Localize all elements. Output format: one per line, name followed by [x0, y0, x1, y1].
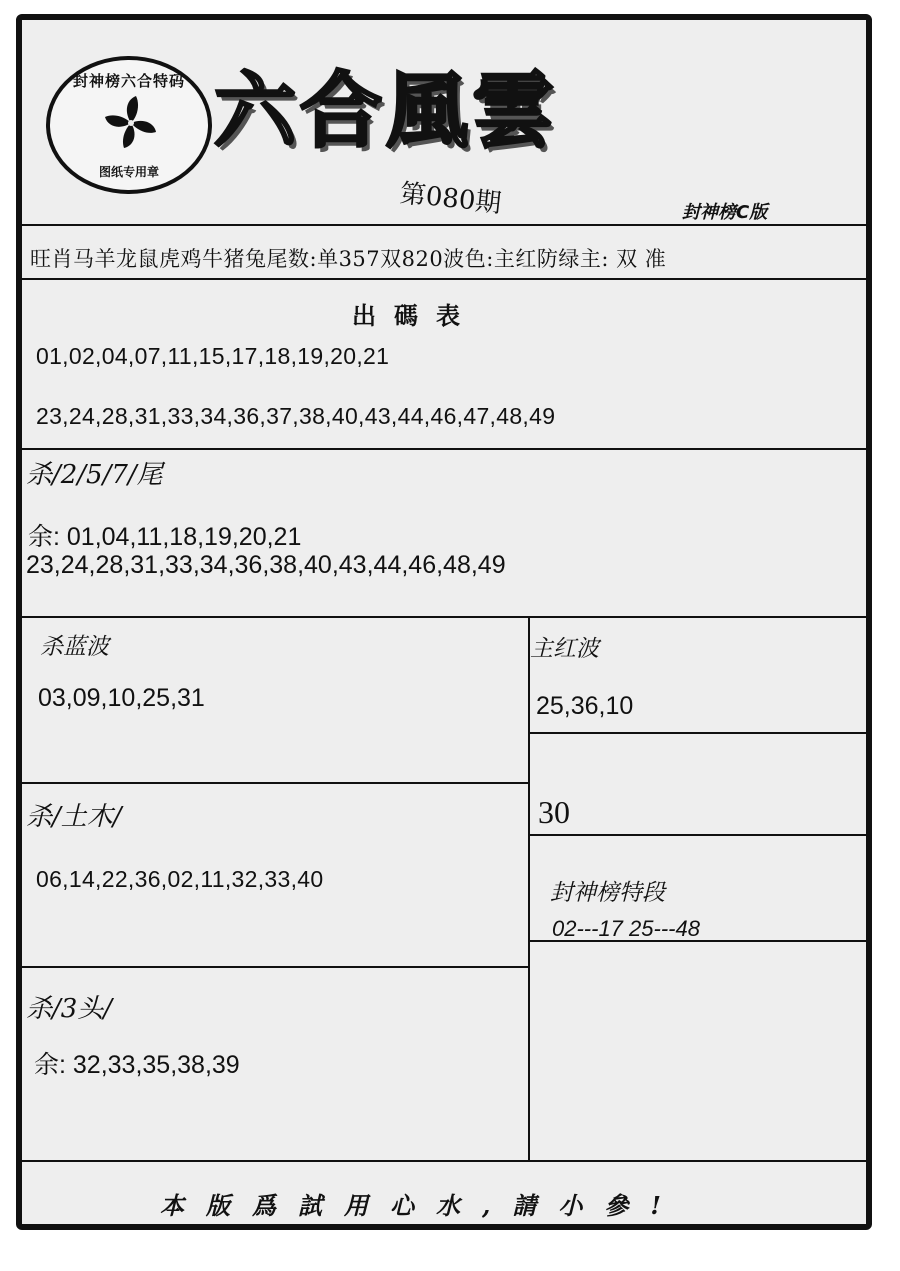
issue-number: 第080期	[398, 178, 503, 220]
seal-text-top: 封神榜六合特码	[72, 72, 185, 90]
divider	[22, 224, 866, 226]
kill-blue-numbers: 03,09,10,25,31	[38, 684, 205, 712]
kill-blue-label: 杀蓝波	[40, 634, 109, 660]
document-frame	[16, 14, 872, 1230]
seal-text-bottom: 图纸专用章	[98, 165, 159, 179]
special-label: 封神榜特段	[550, 880, 665, 906]
kill-tail-line-2: 23,24,28,31,33,34,36,38,40,43,44,46,48,49	[26, 551, 506, 579]
kill-element-numbers: 06,14,22,36,02,11,32,33,40	[36, 866, 324, 892]
divider	[528, 834, 866, 836]
divider	[22, 966, 528, 968]
table-title: 出碼表	[352, 301, 478, 330]
seal-stamp	[46, 56, 212, 194]
kill-tail-line-1: 余: 01,04,11,18,19,20,21	[28, 523, 302, 551]
column-divider	[528, 617, 530, 1161]
divider	[22, 616, 866, 618]
summary-line: 旺肖马羊龙鼠虎鸡牛猪兔尾数:单357双820波色:主红防绿主: 双 准	[30, 247, 667, 271]
single-number: 30	[538, 794, 570, 830]
bauhinia-flower-icon	[100, 92, 162, 154]
special-numbers: 02---17 25---48	[552, 916, 700, 941]
divider	[22, 1160, 866, 1162]
kill-tail-label: 杀/2/5/7/尾	[26, 460, 163, 490]
kill-element-label: 杀/土木/	[26, 802, 122, 832]
divider	[22, 278, 866, 280]
footer-note: 本版爲試用心水,請小參!	[160, 1191, 683, 1220]
edition-label: 封神榜C版	[682, 202, 768, 223]
kill-head-numbers: 余: 32,33,35,38,39	[34, 1051, 240, 1079]
main-red-numbers: 25,36,10	[536, 692, 634, 720]
brand-title: 六合風雲	[214, 63, 559, 159]
main-red-label: 主红波	[530, 636, 599, 662]
divider	[22, 448, 866, 450]
divider	[528, 732, 866, 734]
table-line-1: 01,02,04,07,11,15,17,18,19,20,21	[36, 343, 390, 369]
table-line-2: 23,24,28,31,33,34,36,37,38,40,43,44,46,47,48,49	[36, 403, 556, 429]
divider	[22, 782, 528, 784]
kill-head-label: 杀/3头/	[26, 994, 113, 1024]
